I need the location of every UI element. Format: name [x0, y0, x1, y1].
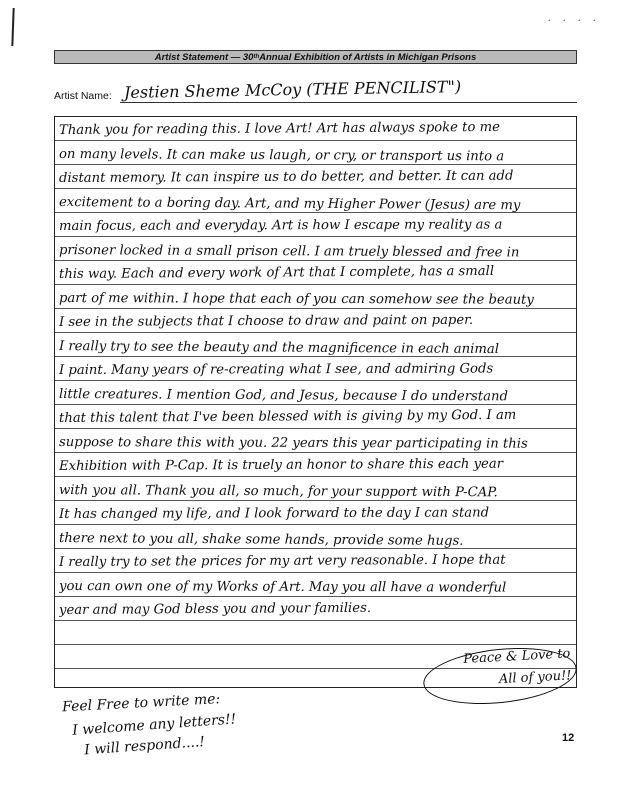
statement-line: prisoner locked in a small prison cell. I am truely blessed and free in — [58, 243, 520, 261]
statement-line: little creatures. I mention God, and Jesus, because I do understand — [58, 387, 508, 405]
scan-corner-marks: · · · · — [547, 14, 600, 27]
statement-line: main focus, each and everyday. Art is how I escape my reality as a — [58, 217, 503, 234]
contact-note-line-3: I will respond....! — [83, 733, 206, 759]
statement-line: excitement to a boring day. Art, and my Higher Power (Jesus) are my — [58, 195, 521, 214]
artist-name-underline — [120, 102, 577, 103]
artist-name-label: Artist Name: — [54, 90, 112, 102]
artist-name-row — [54, 77, 577, 106]
page-number: 12 — [562, 732, 575, 744]
header-title-prefix: Artist Statement — 30 — [154, 51, 254, 63]
statement-line: on many levels. It can make us laugh, or cry, or transport us into a — [58, 147, 505, 165]
statement-line: Exhibition with P-Cap. It is truely an honor to share this each year — [58, 456, 504, 474]
statement-header — [54, 50, 577, 64]
statement-line: I see in the subjects that I choose to draw and paint on paper. — [58, 312, 474, 330]
statement-line: I really try to see the beauty and the magnificence in each animal — [58, 339, 500, 358]
statement-line: I really try to set the prices for my art very reasonable. I hope that — [58, 552, 506, 570]
closing-line-2: All of you!! — [498, 668, 572, 688]
statement-line: there next to you all, shake some hands, provide some hugs. — [58, 531, 464, 549]
contact-note-line-2: I welcome any letters!! — [71, 711, 237, 739]
closing-text — [430, 643, 572, 694]
statement-lined-box — [54, 116, 577, 688]
closing-line-1: Peace & Love to — [462, 646, 571, 667]
header-title-sup: th — [253, 54, 260, 60]
statement-line: with you all. Thank you all, so much, for your support with P-CAP. — [58, 483, 498, 501]
statement-line: distant memory. It can inspire us to do better, and better. It can add — [58, 168, 514, 186]
statement-line: this way. Each and every work of Art that I complete, has a small — [58, 263, 495, 282]
artist-name-value: Jestien Sheme McCoy (THE PENCILIST") — [123, 77, 462, 102]
statement-line: Thank you for reading this. I love Art! Art has always spoke to me — [58, 119, 500, 138]
scan-edge-mark — [11, 8, 14, 46]
contact-note — [61, 688, 382, 759]
header-title-suffix: Annual Exhibition of Artists in Michigan Prisons — [259, 51, 477, 63]
statement-line: I paint. Many years of re-creating what I see, and admiring Gods — [58, 361, 494, 378]
statement-line: part of me within. I hope that each of you can somehow see the beauty — [58, 291, 534, 308]
statement-line: It has changed my life, and I look forward to the day I can stand — [58, 505, 490, 522]
statement-line: year and may God bless you and your families. — [58, 600, 372, 618]
statement-line: you can own one of my Works of Art. May you all have a wonderful — [58, 579, 507, 596]
contact-note-line-1: Feel Free to write me: — [61, 691, 221, 716]
statement-line: that this talent that I've been blessed with is giving by my God. I am — [58, 407, 517, 426]
statement-line: suppose to share this with you. 22 years this year participating in this — [58, 435, 528, 452]
